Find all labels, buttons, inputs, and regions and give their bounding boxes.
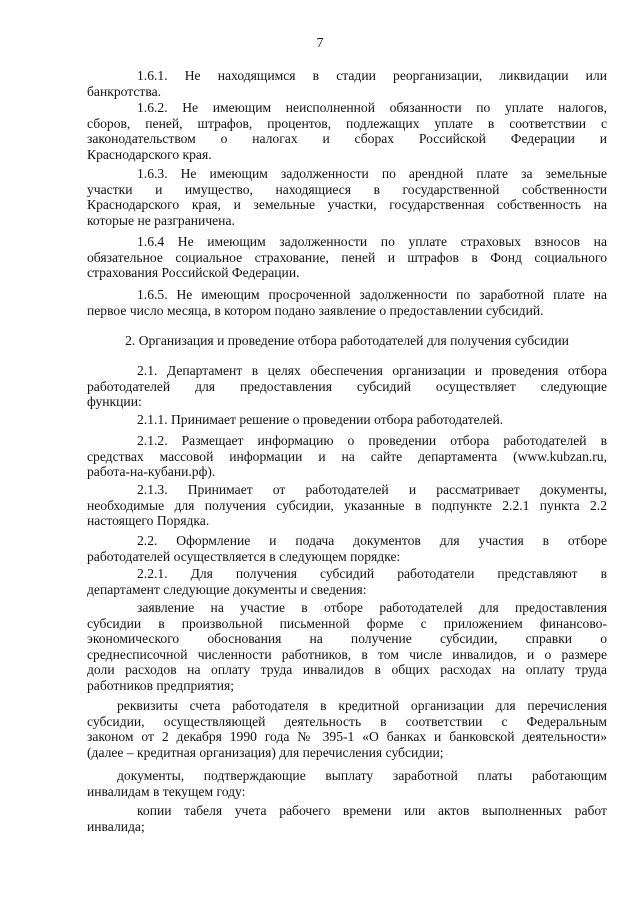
paragraph-1-6-1 xyxy=(87,68,607,99)
list-item-application xyxy=(87,600,607,694)
paragraph-2-1 xyxy=(87,363,607,410)
page-number: 7 xyxy=(316,35,324,50)
text-line: копии табеля учета рабочего времени или актов выполненных работ xyxy=(137,803,607,818)
text-line: функции: xyxy=(87,394,142,410)
text-line: доли расходов на оплату труда инвалидов в общих расходах на оплату труда xyxy=(87,662,607,678)
text-line: которые не разграничена. xyxy=(87,212,235,228)
paragraph-1-6-2 xyxy=(87,100,607,162)
paragraph-2-2-1 xyxy=(87,566,607,597)
text-line: первое число месяца, в котором подано заявление о предоставлении субсидий. xyxy=(87,302,544,318)
text-line: инвалидам в текущем году: xyxy=(87,783,246,799)
text-line: субсидии в произвольной письменной форме с приложением финансово- xyxy=(87,615,607,631)
text-line: (далее – кредитная организация) для перечисления субсидии; xyxy=(87,744,444,760)
text-line: 1.6.1. Не находящимся в стадии реорганизации, ликвидации или xyxy=(137,68,607,83)
text-line: законодательством о налогах и сборах Российской Федерации и xyxy=(87,131,607,147)
text-line: банкротства. xyxy=(87,83,161,99)
text-line: Краснодарского края. xyxy=(87,146,212,162)
text-line: экономического обоснования на получение субсидии, справки о xyxy=(87,631,607,647)
text-line: реквизиты счета работодателя в кредитной организации для перечисления xyxy=(117,698,607,713)
text-line: 2.1.1. Принимает решение о проведении отбора работодателей. xyxy=(137,412,504,427)
paragraph-1-6-4 xyxy=(87,234,607,281)
text-line: 2.1.3. Принимает от работодателей и рассматривает документы, xyxy=(137,482,607,497)
paragraph-1-6-5 xyxy=(87,287,607,318)
paragraph-1-6-3 xyxy=(87,166,607,228)
text-line: Краснодарского края, и земельные участки, государственная собственность на xyxy=(87,197,607,213)
text-line: 1.6.2. Не имеющим неисполненной обязанности по уплате налогов, xyxy=(137,100,607,115)
list-item-salary-documents xyxy=(87,768,607,799)
section-heading-text: 2. Организация и проведение отбора работодателей для получения субсидии xyxy=(125,333,569,348)
text-line: работодателей осуществляется в следующем порядке: xyxy=(87,548,401,564)
text-line: законом от 2 декабря 1990 года № 395-1 «О банках и банковской деятельности» xyxy=(87,729,607,745)
text-line: 1.6.3. Не имеющим задолженности по арендной плате за земельные xyxy=(137,166,607,181)
text-line: 1.6.4 Не имеющим задолженности по уплате страховых взносов на xyxy=(137,234,607,249)
text-line: работа-на-кубани.рф). xyxy=(87,464,216,480)
paragraph-2-1-1 xyxy=(87,412,607,428)
section-heading xyxy=(87,333,607,349)
text-line: департамент следующие документы и сведения: xyxy=(87,581,367,597)
text-line: работодателей для предоставления субсидий осуществляет следующие xyxy=(87,378,607,394)
text-line: участки и имущество, находящиеся в государственной собственности xyxy=(87,181,607,197)
paragraph-2-2 xyxy=(87,533,607,564)
text-line: необходимые для получения субсидии, указанные в подпункте 2.2.1 пункта 2.2 xyxy=(87,497,607,513)
text-line: 2.2.1. Для получения субсидий работодатели представляют в xyxy=(137,566,607,581)
text-line: субсидии, осуществляющей деятельность в соответствии с Федеральным xyxy=(87,713,607,729)
paragraph-2-1-3 xyxy=(87,482,607,529)
text-line: страхования Российской Федерации. xyxy=(87,265,300,281)
text-line: заявление на участие в отборе работодателей для предоставления xyxy=(137,600,607,615)
text-line: 2.2. Оформление и подача документов для участия в отборе xyxy=(137,533,607,548)
text-line: работников предприятия; xyxy=(87,677,235,693)
text-line: обязательное социальное страхование, пеней и штрафов в Фонд социального xyxy=(87,249,607,265)
text-line: инвалида; xyxy=(87,818,145,834)
paragraph-2-1-2 xyxy=(87,433,607,480)
text-line: 1.6.5. Не имеющим просроченной задолженности по заработной плате на xyxy=(137,287,607,302)
text-line: 2.1.2. Размещает информацию о проведении отбора работодателей в xyxy=(137,433,607,448)
text-line: средствах массовой информации и на сайте департамента (www.kubzan.ru, xyxy=(87,448,607,464)
list-item-timesheet xyxy=(87,803,607,834)
text-line: 2.1. Департамент в целях обеспечения организации и проведения отбора xyxy=(137,363,607,378)
text-line: настоящего Порядка. xyxy=(87,513,210,529)
text-line: среднесписочной численности работников, в том числе инвалидов, и о размере xyxy=(87,646,607,662)
text-line: документы, подтверждающие выплату заработной платы работающим xyxy=(117,768,607,783)
list-item-bank-details xyxy=(87,698,607,760)
text-line: сборов, пеней, штрафов, процентов, подлежащих уплате в соответствии с xyxy=(87,115,607,131)
